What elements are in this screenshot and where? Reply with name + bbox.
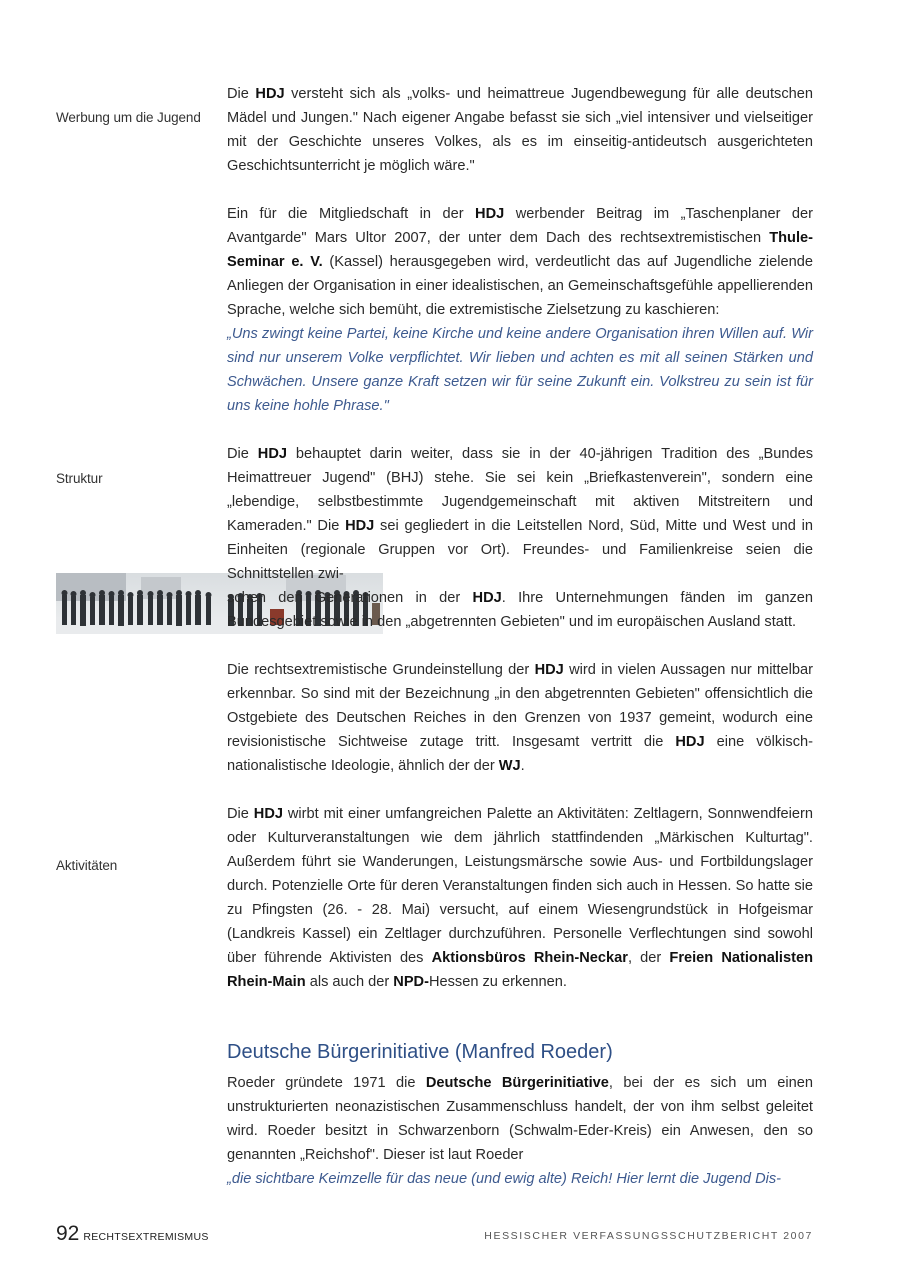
paragraph-roeder: Roeder gründete 1971 die Deutsche Bürgerinitiative, bei der es sich um einen unstrukturierten neonazistischen Zusammenschluss handelt, der von ihm selbst geleitet wird. Roeder besitzt in Schwarzenborn (Schwalm-Eder-Kreis) ein Anwesen, den so genannten „Reichshof". Dieser ist laut Roeder [227,1075,813,1163]
running-head: RECHTSEXTREMISMUS [83,1231,209,1243]
footer-left [56,1222,209,1246]
paragraph-grundeinstellung: Die rechtsextremistische Grundeinstellung der HDJ wird in vielen Aussagen nur mittelbar erkennbar. So sind mit der Bezeichnung „in den abgetrennten Gebieten" offensichtlich die Ostgebiete des Deutschen Reiches in den Grenzen von 1937 gemeint, wodurch eine revisionistische Sichtweise zutage tritt. Insgesamt vertritt die HDJ eine völkisch-nationalistische Ideologie, ähnlich der der WJ. [227,662,813,774]
section-heading: Deutsche Bürgerinitiative (Manfred Roeder) [227,1041,613,1063]
paragraph-aktivitaeten: Die HDJ wirbt mit einer umfangreichen Palette an Aktivitäten: Zeltlagern, Sonnwendfeiern oder Kulturveranstaltungen wie dem jährlich stattfindenden „Märkischen Kulturtag". Außerdem führt sie Wanderungen, Leistungsmärsche sowie Aus- und Fortbildungslager durch. Potenzielle Orte für deren Veranstaltungen finden sich auch in Hessen. So hatte sie zu Pfingsten (26. - 28. Mai) versucht, auf einem Wiesengrundstück in Hofgeismar (Landkreis Kassel) ein Zeltlager durchzuführen. Personelle Verflechtungen sind sowohl über führende Aktivisten des Aktionsbüros Rhein-Neckar, der Freien Nationalisten Rhein-Main als auch der NPD-Hessen zu erkennen. [227,806,813,990]
margin-note-aktivitaeten: Aktivitäten [56,858,118,873]
quote-roeder: „die sichtbare Keimzelle für das neue (und ewig alte) Reich! Hier lernt die Jugend Dis- [227,1171,782,1187]
paragraph-struktur: Die HDJ behauptet darin weiter, dass sie in der 40-jährigen Tradition des „Bundes Heimattreuer Jugend" (BHJ) stehe. Sie sei kein „Briefkastenverein", sondern eine „lebendige, selbstbestimmte Jugendgemeinschaft mit aktiven Mitstreitern und Kameraden." Die HDJ sei gegliedert in die Leitstellen Nord, Süd, Mitte und West und in Einheiten (regionale Gruppen vor Ort). Freundes- und Familienkreise seien die Schnittstellen zwi- [227,446,814,582]
quote-taschenplaner: „Uns zwingt keine Partei, keine Kirche und keine andere Organisation ihren Willen auf. Wir sind nur unserem Volke verpflichtet. Wir lieben und achten es mit all seinen Stärken und Schwächen. Unsere ganze Kraft setzen wir für seine Zukunft ein. Volkstreu zu sein ist für uns keine hohle Phrase." [227,326,813,414]
paragraph-struktur-continued: schen den Generationen in der HDJ. Ihre Unternehmungen fänden im ganzen Bundesgebiet sowie in den „abgetrennten Gebieten" und im europäischen Ausland statt. [227,590,813,630]
paragraph-hdj-selbstverstaendnis: Die HDJ versteht sich als „volks- und heimattreue Jugendbewegung für alle deutschen Mädel und Jungen." Nach eigener Angabe befasst sie sich „viel intensiver und vielseitiger mit der Geschichte unseres Volkes, als es im einseitig-antideutsch ausgerichteten Geschichtsunterricht je möglich wäre." [227,86,814,174]
paragraph-taschenplaner: Ein für die Mitgliedschaft in der HDJ werbender Beitrag im „Taschenplaner der Avantgarde" Mars Ultor 2007, der unter dem Dach des rechtsextremistischen Thule-Seminar e. V. (Kassel) herausgegeben wird, verdeutlicht das auf Jugendliche zielende Anliegen der Organisation in einer idealistischen, an Gemeinschaftsgefühle appellierenden Sprache, welche sich bemüht, die extremistische Zielsetzung zu kaschieren: [227,206,813,318]
margin-note-struktur: Struktur [56,471,103,486]
margin-note-werbung: Werbung um die Jugend [56,110,201,125]
section-text-column [227,1071,813,1191]
main-text-column [227,82,813,994]
page-number: 92 [56,1222,80,1245]
footer-publication: HESSISCHER VERFASSUNGSSCHUTZBERICHT 2007 [484,1230,813,1242]
